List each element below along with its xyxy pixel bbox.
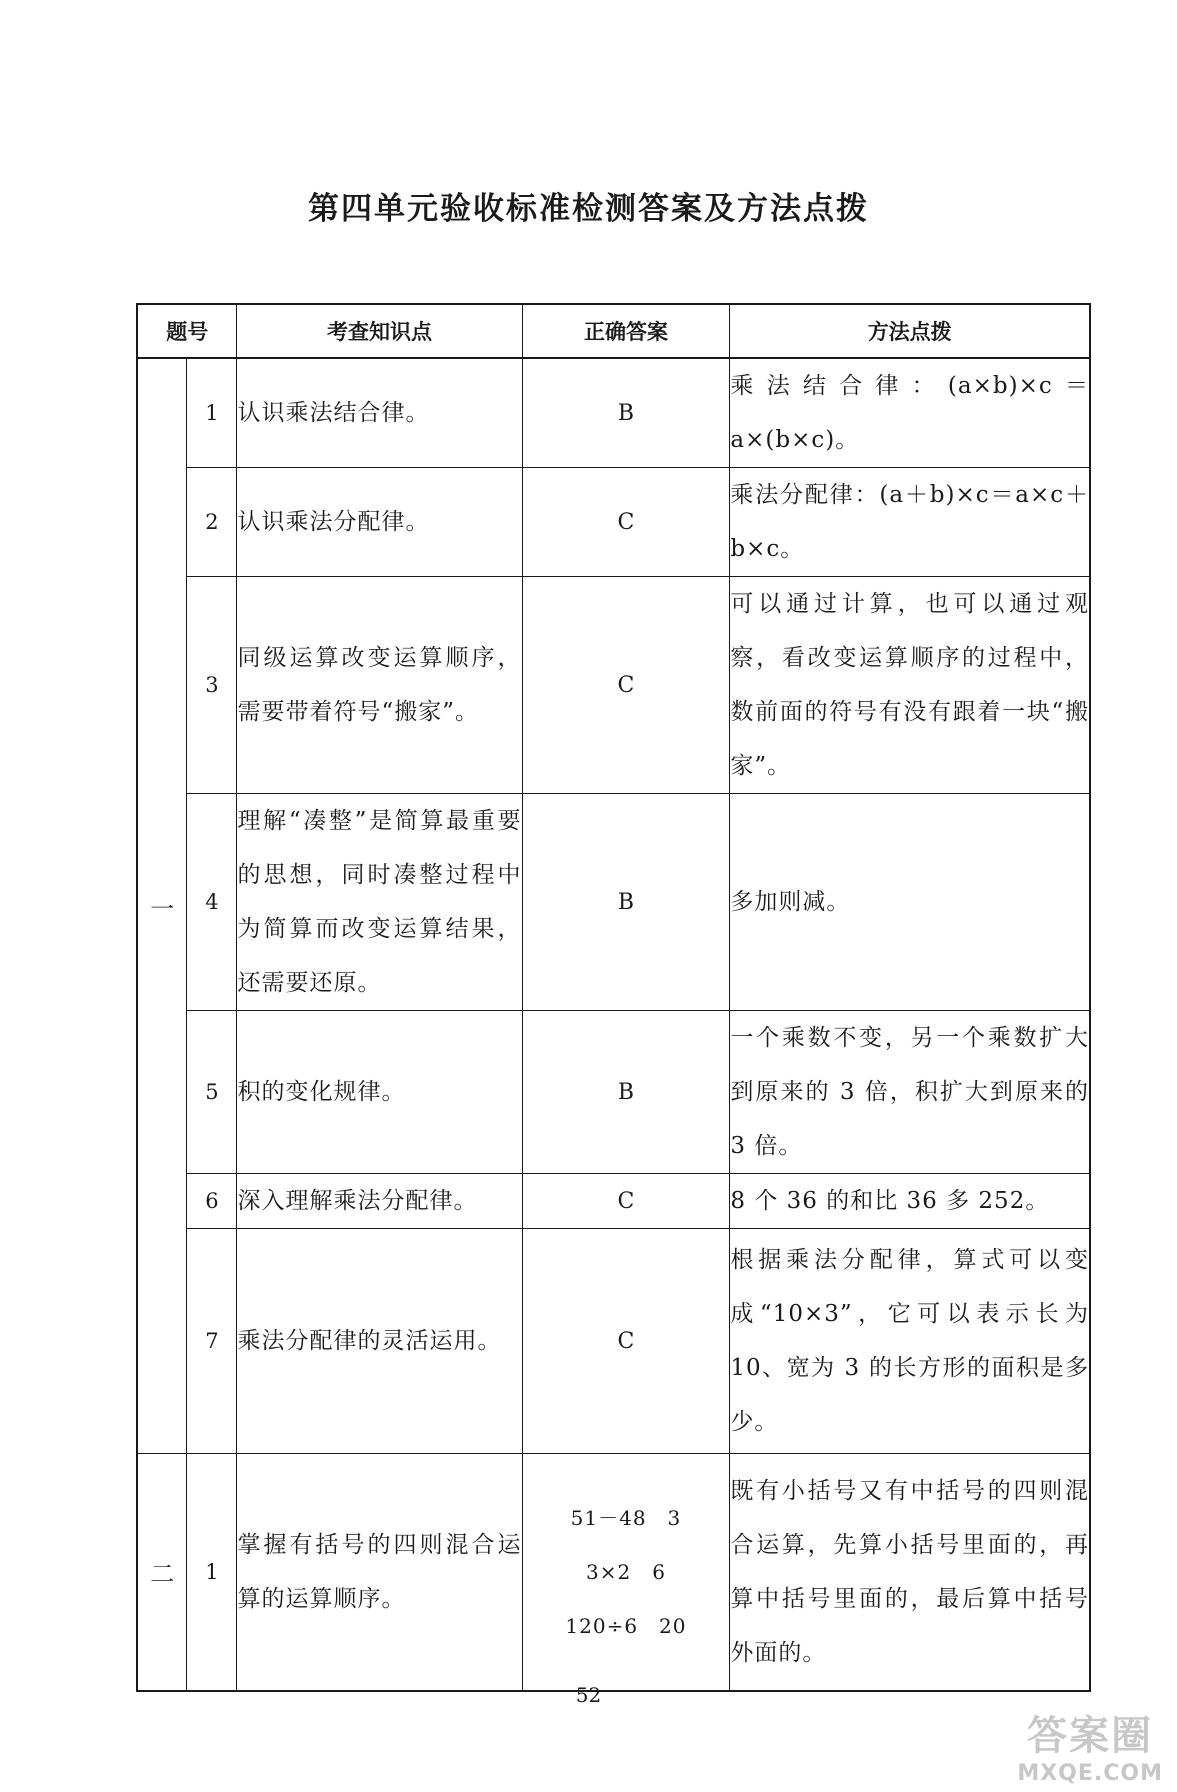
- method-cell: 既有小括号又有中括号的四则混合运算，先算小括号里面的，再算中括号里面的，最后算中括号外面的。: [730, 1454, 1090, 1691]
- method-cell: 乘法结合律：(a×b)×c＝a×(b×c)。: [730, 358, 1090, 468]
- knowledge-cell: 乘法分配律的灵活运用。: [237, 1229, 522, 1454]
- knowledge-cell: 深入理解乘法分配律。: [237, 1174, 522, 1229]
- answer-cell: B: [522, 794, 730, 1011]
- method-cell: 可以通过计算，也可以通过观察，看改变运算顺序的过程中，数前面的符号有没有跟着一块“搬家”。: [730, 577, 1090, 794]
- table-row: [137, 1174, 1090, 1229]
- header-knowledge: 考查知识点: [237, 304, 522, 358]
- table-row: [137, 1011, 1090, 1174]
- answer-line: 3×2 6: [585, 1559, 666, 1584]
- table-header-row: [137, 304, 1090, 358]
- answer-cell: [522, 1454, 730, 1691]
- answer-line: 120÷6 20: [565, 1613, 687, 1638]
- header-answer: 正确答案: [522, 304, 730, 358]
- answer-table: [136, 303, 1091, 1692]
- header-method: 方法点拨: [730, 304, 1090, 358]
- section-label: 一: [137, 358, 187, 1454]
- question-number: 4: [187, 794, 237, 1011]
- method-cell: 8 个 36 的和比 36 多 252。: [730, 1174, 1090, 1229]
- answer-cell: C: [522, 1174, 730, 1229]
- question-number: 1: [187, 358, 237, 468]
- method-cell: 多加则减。: [730, 794, 1090, 1011]
- answer-line: 51－48 3: [570, 1505, 682, 1530]
- page-number: 52: [575, 1683, 602, 1707]
- method-cell: 根据乘法分配律，算式可以变成“10×3”，它可以表示长为10、宽为 3 的长方形的面积是多少。: [730, 1229, 1090, 1454]
- knowledge-cell: 掌握有括号的四则混合运算的运算顺序。: [237, 1454, 522, 1691]
- watermark: [1017, 1704, 1163, 1786]
- knowledge-cell: 理解“凑整”是简算最重要的思想，同时凑整过程中为简算而改变运算结果，还需要还原。: [237, 794, 522, 1011]
- question-number: 6: [187, 1174, 237, 1229]
- watermark-logo: 答案圈: [1027, 1713, 1154, 1759]
- section-label: 二: [137, 1454, 187, 1691]
- method-cell: 一个乘数不变，另一个乘数扩大到原来的 3 倍，积扩大到原来的 3 倍。: [730, 1011, 1090, 1174]
- table-row: [137, 358, 1090, 468]
- answer-cell: B: [522, 358, 730, 468]
- watermark-site: MXQE.COM: [1017, 1761, 1163, 1786]
- table-row: [137, 468, 1090, 577]
- question-number: 3: [187, 577, 237, 794]
- table-row: [137, 577, 1090, 794]
- table-row: [137, 1229, 1090, 1454]
- knowledge-cell: 认识乘法分配律。: [237, 468, 522, 577]
- answer-cell: B: [522, 1011, 730, 1174]
- knowledge-cell: 积的变化规律。: [237, 1011, 522, 1174]
- answer-cell: C: [522, 1229, 730, 1454]
- answer-cell: C: [522, 468, 730, 577]
- question-number: 5: [187, 1011, 237, 1174]
- method-cell: 乘法分配律：(a＋b)×c＝a×c＋b×c。: [730, 468, 1090, 577]
- question-number: 2: [187, 468, 237, 577]
- table-row: [137, 1454, 1090, 1691]
- knowledge-cell: 认识乘法结合律。: [237, 358, 522, 468]
- table-row: [137, 794, 1090, 1011]
- answer-cell: C: [522, 577, 730, 794]
- question-number: 1: [187, 1454, 237, 1691]
- knowledge-cell: 同级运算改变运算顺序，需要带着符号“搬家”。: [237, 577, 522, 794]
- page-title: 第四单元验收标准检测答案及方法点拨: [308, 191, 869, 227]
- question-number: 7: [187, 1229, 237, 1454]
- header-question-no: 题号: [137, 304, 237, 358]
